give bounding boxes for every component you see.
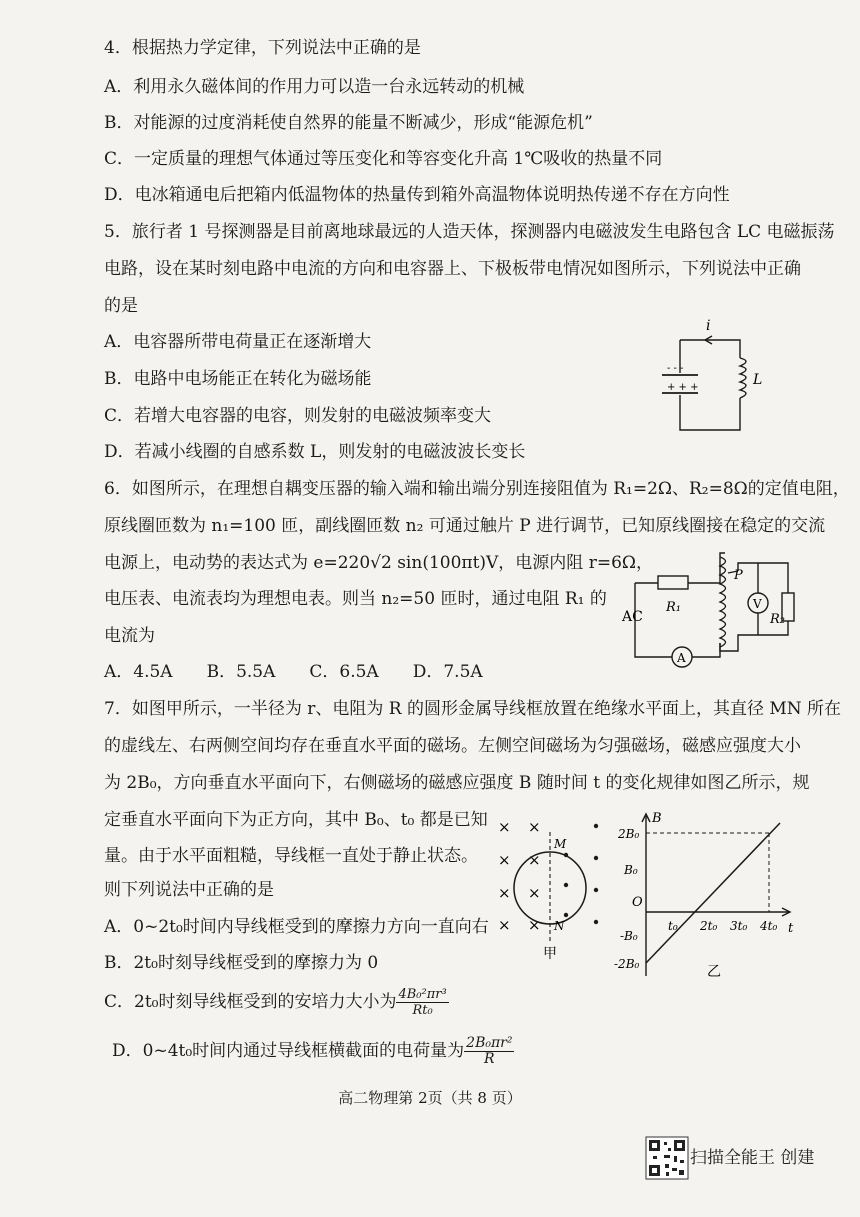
svg-text:×: × (498, 916, 511, 934)
resistor-r1 (658, 576, 688, 589)
svg-text:×: × (528, 884, 541, 902)
label-axis-t: t (788, 921, 794, 936)
figure-yi-graph (612, 808, 802, 983)
q5-option-c: C．若增大电容器的电容，则发射的电磁波频率变大 (104, 406, 492, 426)
q6-stem-line2: 原线圈匝数为 n₁=100 匝，副线圈匝数 n₂ 可通过触片 P 进行调节，已知原线圈接在稳定的交流 (104, 516, 826, 536)
q7-option-b: B．2t₀时刻导线框受到的摩擦力为 0 (104, 953, 379, 973)
svg-text:×: × (528, 851, 541, 869)
inductor-coil (740, 358, 746, 398)
q7-option-c-numerator: 4B₀²πr³ (398, 987, 447, 1002)
label-minus: - - - (667, 363, 684, 374)
q4-option-c: C．一定质量的理想气体通过等压变化和等容变化升高 1℃吸收的热量不同 (104, 149, 663, 169)
q7-option-d-fraction (464, 1036, 514, 1067)
label-ammeter: A (677, 651, 686, 665)
y-tick-2b0: 2B₀ (618, 827, 640, 841)
label-L: L (753, 372, 763, 388)
svg-text:×: × (498, 884, 511, 902)
q7-option-d-denominator: R (484, 1051, 495, 1067)
lc-circuit-figure (650, 318, 780, 438)
label-jia: 甲 (543, 946, 557, 960)
q7-stem-line1: 7．如图甲所示，一半径为 r、电阻为 R 的圆形金属导线框放置在绝缘水平面上，其直径 MN 所在 (104, 699, 842, 719)
y-tick-neg-b0: -B₀ (620, 929, 638, 943)
q7-option-d (112, 1026, 514, 1076)
svg-text:×: × (498, 818, 511, 836)
label-axis-b: B (652, 811, 662, 826)
q6-stem-line3: 电源上，电动势的表达式为 e=220√2 sin(100πt)V，电源内阻 r=6Ω， (104, 553, 653, 573)
label-voltmeter: V (753, 597, 762, 611)
transformer-circuit-figure (620, 545, 810, 670)
q4-option-b: B．对能源的过度消耗使自然界的能量不断减少，形成“能源危机” (104, 113, 593, 133)
q7-option-c-fraction (396, 987, 448, 1018)
q5-option-b: B．电路中电场能正在转化为磁场能 (104, 369, 372, 389)
svg-text:×: × (528, 818, 541, 836)
q6-stem-line5: 电流为 (104, 626, 155, 646)
q4-option-a: A．利用永久磁体间的作用力可以造一台永远转动的机械 (104, 77, 525, 97)
watermark-text: 扫描全能王 创建 (690, 1148, 815, 1168)
label-p: P (734, 568, 743, 583)
x-tick-t0: t₀ (668, 919, 678, 933)
q7-option-c-text: C．2t₀时刻导线框受到的安培力大小为 (104, 992, 397, 1012)
field-into-page-marks (498, 818, 541, 934)
y-tick-neg-2b0: -2B₀ (614, 957, 640, 971)
y-tick-b0: B₀ (624, 863, 638, 877)
q6-stem-line1: 6．如图所示，在理想自耦变压器的输入端和输出端分别连接阻值为 R₁=2Ω、R₂=8Ω的定值电阻， (104, 479, 850, 499)
q5-option-a: A．电容器所带电荷量正在逐渐增大 (104, 332, 372, 352)
q7-option-c-denominator: Rt₀ (412, 1003, 433, 1018)
x-tick-2t0: 2t₀ (700, 919, 718, 933)
q7-option-d-text: D．0~4t₀时间内通过导线框横截面的电荷量为 (112, 1041, 465, 1061)
q7-stem-line4: 定垂直水平面向下为正方向，其中 B₀、t₀ 都是已知 (104, 810, 488, 830)
svg-text:×: × (528, 916, 541, 934)
q7-stem-line2: 的虚线左、右两侧空间均存在垂直水平面的磁场。左侧空间磁场为匀强磁场，磁感应强度大小 (104, 736, 801, 756)
q5-stem-line3: 的是 (104, 296, 138, 316)
autotransformer-coil (720, 557, 726, 647)
label-n: N (554, 919, 565, 933)
qr-code-icon (645, 1136, 689, 1180)
q4-option-d: D．电冰箱通电后把箱内低温物体的热量传到箱外高温物体说明热传递不存在方向性 (104, 185, 730, 205)
q7-stem-line6: 则下列说法中正确的是 (104, 880, 274, 900)
q4-stem: 4．根据热力学定律，下列说法中正确的是 (104, 38, 421, 58)
figure-jia (490, 810, 620, 960)
label-r1: R₁ (666, 600, 681, 615)
page-footer: 高二物理第 2页（共 8 页） (338, 1089, 522, 1107)
q6-options: A．4.5A B．5.5A C．6.5A D．7.5A (104, 662, 483, 682)
q7-option-c (104, 977, 449, 1027)
q5-option-d: D．若减小线圈的自感系数 L，则发射的电磁波波长变长 (104, 442, 526, 462)
b-t-line (646, 823, 780, 963)
q7-option-a: A．0~2t₀时间内导线框受到的摩擦力方向一直向右 (104, 917, 489, 937)
label-yi: 乙 (707, 964, 721, 980)
field-out-of-page-marks (564, 824, 598, 924)
label-m: M (554, 837, 567, 851)
q7-option-d-numerator: 2B₀πr² (466, 1035, 513, 1051)
q7-stem-line3: 为 2B₀，方向垂直水平面向下，右侧磁场的磁感应强度 B 随时间 t 的变化规律如图乙所示，规 (104, 773, 810, 793)
svg-text:×: × (498, 851, 511, 869)
label-plus: + + + (667, 382, 699, 393)
label-i: i (706, 318, 711, 334)
label-ac: AC (622, 609, 643, 625)
q7-stem-line5: 量。由于水平面粗糙，导线框一直处于静止状态。 (104, 846, 478, 866)
q6-stem-line4: 电压表、电流表均为理想电表。则当 n₂=50 匝时，通过电阻 R₁ 的 (104, 589, 607, 609)
q5-stem-line1: 5．旅行者 1 号探测器是目前离地球最远的人造天体，探测器内电磁波发生电路包含 LC 电磁振荡 (104, 222, 835, 242)
q5-stem-line2: 电路，设在某时刻电路中电流的方向和电容器上、下极板带电情况如图所示，下列说法中正确 (104, 259, 801, 279)
label-origin: O (632, 895, 643, 910)
x-tick-3t0: 3t₀ (730, 919, 748, 933)
label-r2: R₂ (770, 612, 785, 627)
x-tick-4t0: 4t₀ (760, 919, 778, 933)
